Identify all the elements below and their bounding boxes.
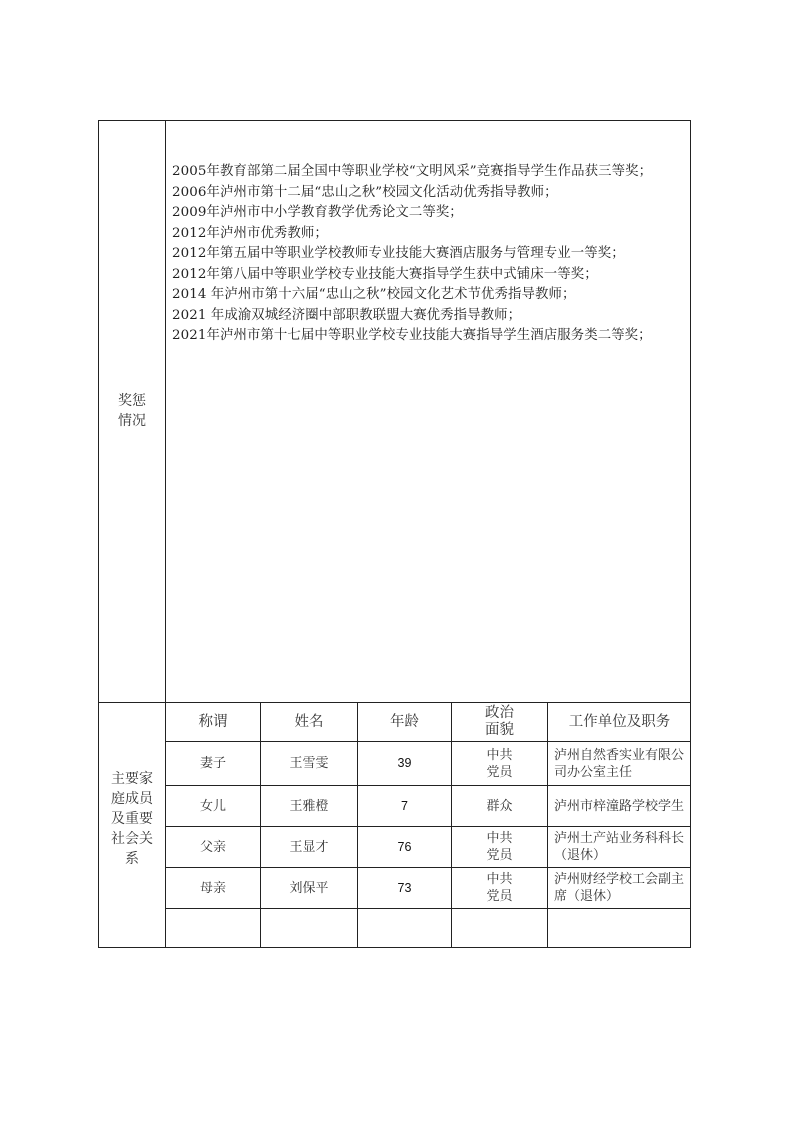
header-political: 政治 面貌: [485, 705, 514, 738]
family-relation: 母亲: [199, 880, 226, 896]
family-work: [548, 909, 691, 947]
family-work: 泸州土产站业务科科长（退休）: [554, 831, 685, 863]
award-item: 2021年泸州市第十七届中等职业学校专业技能大赛指导学生酒店服务类二等奖；: [172, 328, 652, 343]
award-item: 2014 年泸州市第十六届“忠山之秋”校园文化艺术节优秀指导教师；: [172, 287, 576, 302]
award-item: 2006年泸州市第十二届“忠山之秋”校园文化活动优秀指导教师；: [172, 184, 558, 200]
family-name: 王显才: [289, 839, 329, 855]
family-name: 刘保平: [289, 880, 329, 896]
family-age: 73: [397, 880, 412, 895]
family-age: 39: [397, 756, 412, 770]
family-political: [452, 909, 547, 947]
header-work: 工作单位及职务: [568, 713, 671, 730]
awards-list: [172, 162, 692, 347]
family-age: [358, 909, 451, 947]
award-item: 2005年教育部第二届全国中等职业学校“文明风采”竞赛指导学生作品获三等奖；: [172, 164, 653, 179]
awards-label: 奖惩 情况: [118, 393, 146, 429]
family-work: 泸州自然香实业有限公司办公室主任: [554, 747, 685, 780]
family-work: 泸州财经学校工会副主席（退休）: [554, 872, 685, 904]
award-item: 2012年第五届中等职业学校教师专业技能大赛酒店服务与管理专业一等奖；: [172, 246, 625, 261]
family-relation: 妻子: [199, 756, 226, 771]
family-political: 中共 党员: [486, 831, 513, 863]
family-name: 王雪雯: [289, 756, 329, 771]
family-age: 76: [397, 839, 412, 854]
award-item: 2012年第八届中等职业学校专业技能大赛指导学生获中式铺床一等奖；: [172, 266, 598, 282]
family-relation: [166, 909, 260, 947]
family-work: 泸州市梓潼路学校学生: [554, 798, 685, 814]
family-label: 主要家 庭成员 及重要 社会关 系: [111, 771, 153, 867]
family-relation: 女儿: [199, 798, 226, 814]
family-political: 群众: [486, 798, 513, 814]
award-item: 2021 年成渝双城经济圈中部职教联盟大赛优秀指导教师；: [172, 307, 522, 323]
family-age: 7: [401, 798, 408, 813]
family-name: [261, 909, 357, 947]
family-name: 王雅橙: [289, 798, 329, 814]
award-item: 2012年泸州市优秀教师；: [172, 225, 328, 241]
header-relation: 称谓: [198, 713, 228, 730]
family-political: 中共 党员: [486, 747, 513, 780]
award-item: 2009年泸州市中小学教育教学优秀论文二等奖；: [172, 205, 463, 220]
header-age: 年龄: [390, 713, 419, 730]
family-relation: 父亲: [199, 839, 226, 855]
header-name: 姓名: [294, 713, 324, 730]
family-political: 中共 党员: [486, 872, 513, 904]
